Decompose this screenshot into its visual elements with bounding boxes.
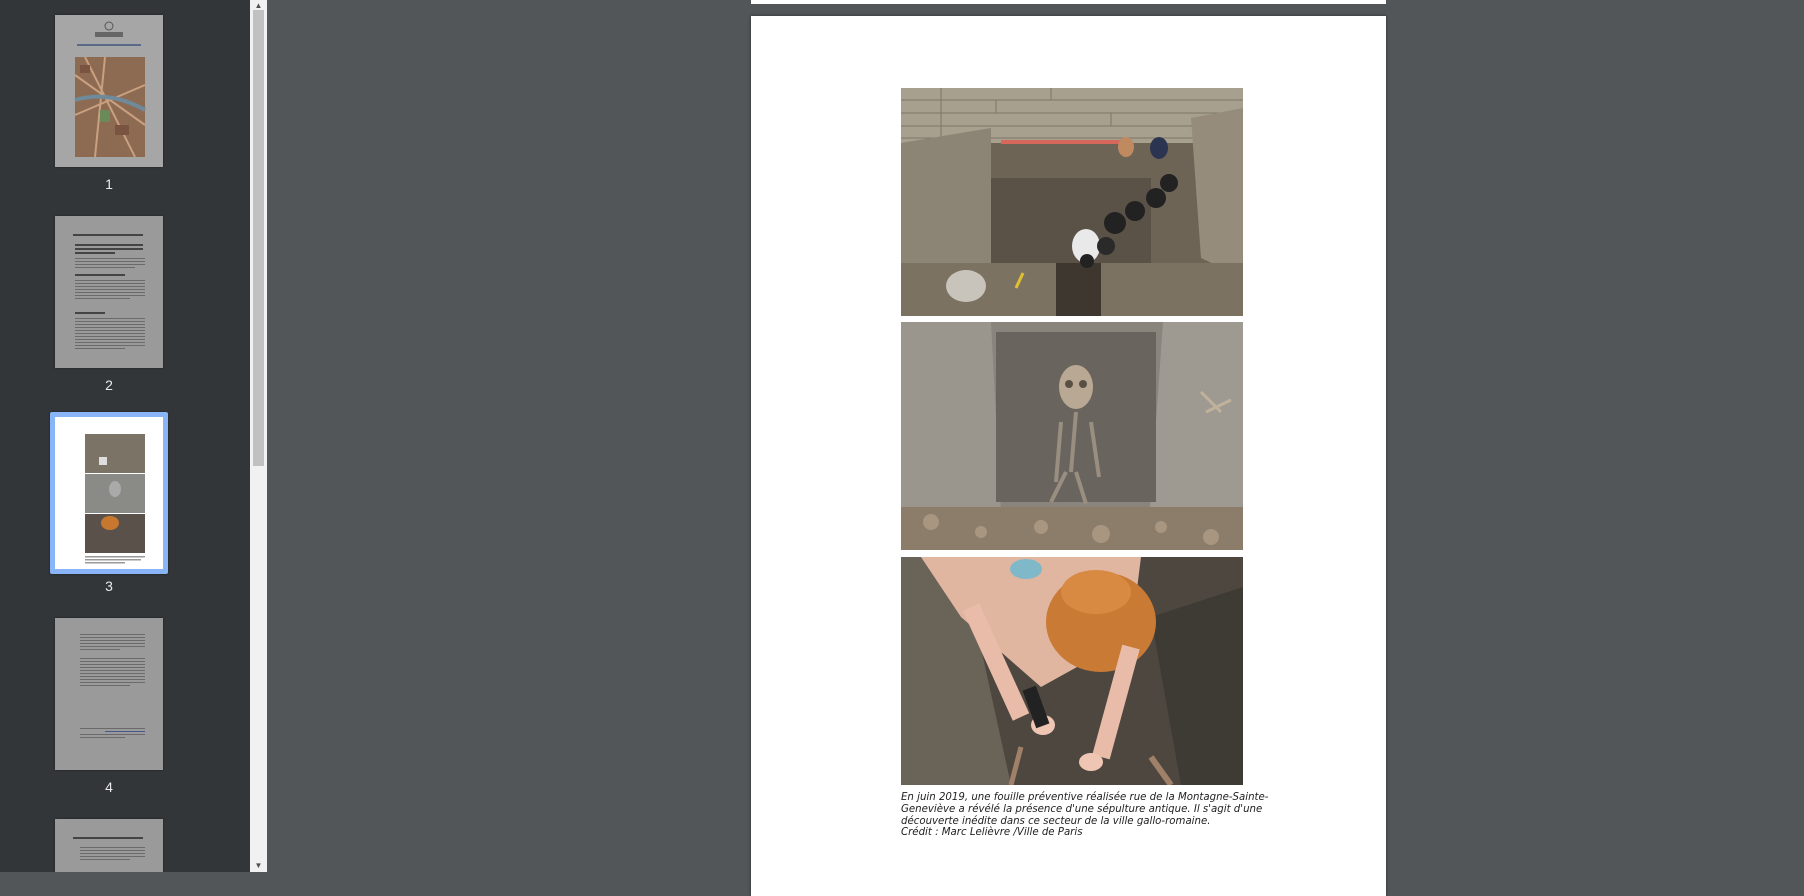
page-thumbnail-3[interactable] [50,412,168,574]
archaeologist-photo [901,557,1243,785]
page-number-label: 2 [105,377,113,393]
photo-credit: Crédit : Marc Lelièvre /Ville de Paris [901,827,1083,839]
photo-caption [901,792,1269,839]
page-number-label: 1 [105,176,113,192]
previous-page-edge [751,0,1386,4]
page-thumbnail-4[interactable] [55,618,163,770]
caption-line: découverte inédite dans ce secteur de la ville gallo-romaine. [901,815,1211,827]
photo-page-preview [55,417,163,569]
page-thumbnail-1[interactable] [55,15,163,167]
thumbnail-sidebar [0,0,250,872]
page-thumbnail-2[interactable] [55,216,163,368]
scroll-up-arrow-icon[interactable]: ▲ [254,1,263,10]
burial-photo [901,322,1243,550]
caption-line: Geneviève a révélé la présence d'une sépulture antique. Il s'agit d'une [901,803,1263,815]
excavation-photo [901,88,1243,316]
cover-page-preview [55,15,163,167]
page-number-label: 3 [105,578,113,594]
page-number-label: 4 [105,779,113,795]
page-thumbnail-5[interactable] [55,819,163,872]
scroll-down-arrow-icon[interactable]: ▼ [254,861,263,870]
caption-line: En juin 2019, une fouille préventive réalisée rue de la Montagne-Sainte- [901,792,1269,803]
sidebar-scrollbar-thumb[interactable] [253,10,264,466]
document-page-3 [751,16,1386,896]
